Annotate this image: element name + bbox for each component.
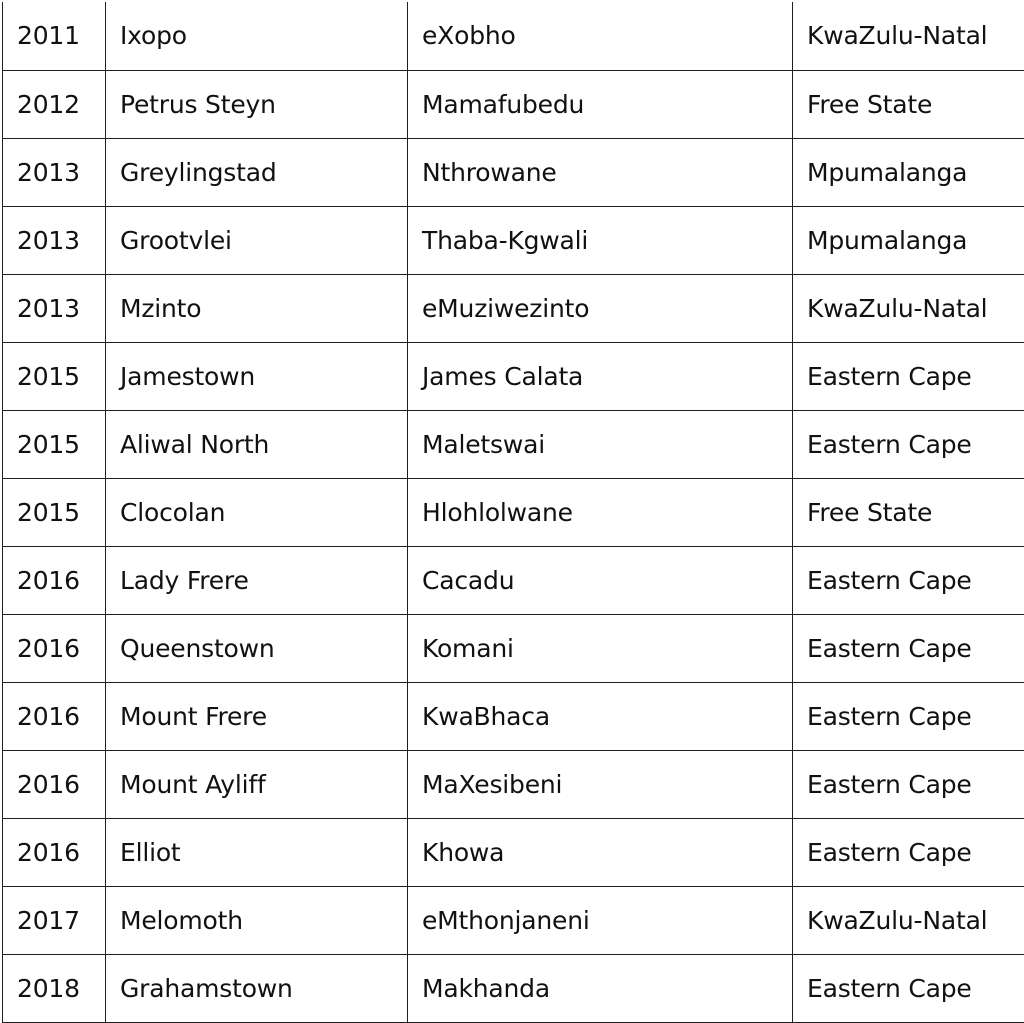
old-name-cell: Mount Ayliff	[106, 750, 408, 818]
province-cell: Free State	[793, 70, 1024, 138]
old-name-cell: Clocolan	[106, 478, 408, 546]
old-name-cell: Mount Frere	[106, 682, 408, 750]
table-row	[3, 478, 1024, 546]
table-row	[3, 886, 1024, 954]
year-cell: 2016	[3, 614, 106, 682]
old-name-cell: Mzinto	[106, 274, 408, 342]
year-cell: 2013	[3, 138, 106, 206]
old-name-cell: Ixopo	[106, 2, 408, 70]
new-name-cell: Cacadu	[408, 546, 793, 614]
new-name-cell: James Calata	[408, 342, 793, 410]
table-row	[3, 410, 1024, 478]
new-name-cell: Komani	[408, 614, 793, 682]
old-name-cell: Greylingstad	[106, 138, 408, 206]
table-row	[3, 206, 1024, 274]
new-name-cell: Thaba-Kgwali	[408, 206, 793, 274]
new-name-cell: Maletswai	[408, 410, 793, 478]
province-cell: Eastern Cape	[793, 750, 1024, 818]
province-cell: Eastern Cape	[793, 342, 1024, 410]
old-name-cell: Queenstown	[106, 614, 408, 682]
table-row	[3, 70, 1024, 138]
year-cell: 2015	[3, 478, 106, 546]
new-name-cell: KwaBhaca	[408, 682, 793, 750]
year-cell: 2015	[3, 410, 106, 478]
province-cell: Eastern Cape	[793, 818, 1024, 886]
new-name-cell: Hlohlolwane	[408, 478, 793, 546]
year-cell: 2011	[3, 2, 106, 70]
year-cell: 2016	[3, 818, 106, 886]
old-name-cell: Aliwal North	[106, 410, 408, 478]
province-cell: Eastern Cape	[793, 546, 1024, 614]
province-cell: Eastern Cape	[793, 954, 1024, 1022]
year-cell: 2016	[3, 750, 106, 818]
old-name-cell: Grootvlei	[106, 206, 408, 274]
new-name-cell: MaXesibeni	[408, 750, 793, 818]
year-cell: 2016	[3, 682, 106, 750]
province-cell: Eastern Cape	[793, 410, 1024, 478]
table-row	[3, 546, 1024, 614]
table-row	[3, 818, 1024, 886]
table-row	[3, 274, 1024, 342]
table-body	[3, 2, 1024, 1022]
table-row	[3, 614, 1024, 682]
new-name-cell: eXobho	[408, 2, 793, 70]
old-name-cell: Melomoth	[106, 886, 408, 954]
year-cell: 2013	[3, 206, 106, 274]
table-row	[3, 750, 1024, 818]
old-name-cell: Grahamstown	[106, 954, 408, 1022]
table-row	[3, 342, 1024, 410]
province-cell: Mpumalanga	[793, 206, 1024, 274]
year-cell: 2012	[3, 70, 106, 138]
table-row	[3, 138, 1024, 206]
new-name-cell: Makhanda	[408, 954, 793, 1022]
new-name-cell: Nthrowane	[408, 138, 793, 206]
old-name-cell: Elliot	[106, 818, 408, 886]
new-name-cell: Khowa	[408, 818, 793, 886]
year-cell: 2016	[3, 546, 106, 614]
year-cell: 2018	[3, 954, 106, 1022]
old-name-cell: Jamestown	[106, 342, 408, 410]
year-cell: 2017	[3, 886, 106, 954]
old-name-cell: Petrus Steyn	[106, 70, 408, 138]
new-name-cell: eMuziwezinto	[408, 274, 793, 342]
province-cell: Free State	[793, 478, 1024, 546]
table-row	[3, 682, 1024, 750]
old-name-cell: Lady Frere	[106, 546, 408, 614]
province-cell: KwaZulu-Natal	[793, 886, 1024, 954]
year-cell: 2013	[3, 274, 106, 342]
province-cell: KwaZulu-Natal	[793, 274, 1024, 342]
province-cell: KwaZulu-Natal	[793, 2, 1024, 70]
province-cell: Eastern Cape	[793, 682, 1024, 750]
new-name-cell: Mamafubedu	[408, 70, 793, 138]
table-row	[3, 954, 1024, 1022]
town-renames-table	[2, 2, 1024, 1023]
table-row	[3, 2, 1024, 70]
province-cell: Eastern Cape	[793, 614, 1024, 682]
new-name-cell: eMthonjaneni	[408, 886, 793, 954]
year-cell: 2015	[3, 342, 106, 410]
province-cell: Mpumalanga	[793, 138, 1024, 206]
